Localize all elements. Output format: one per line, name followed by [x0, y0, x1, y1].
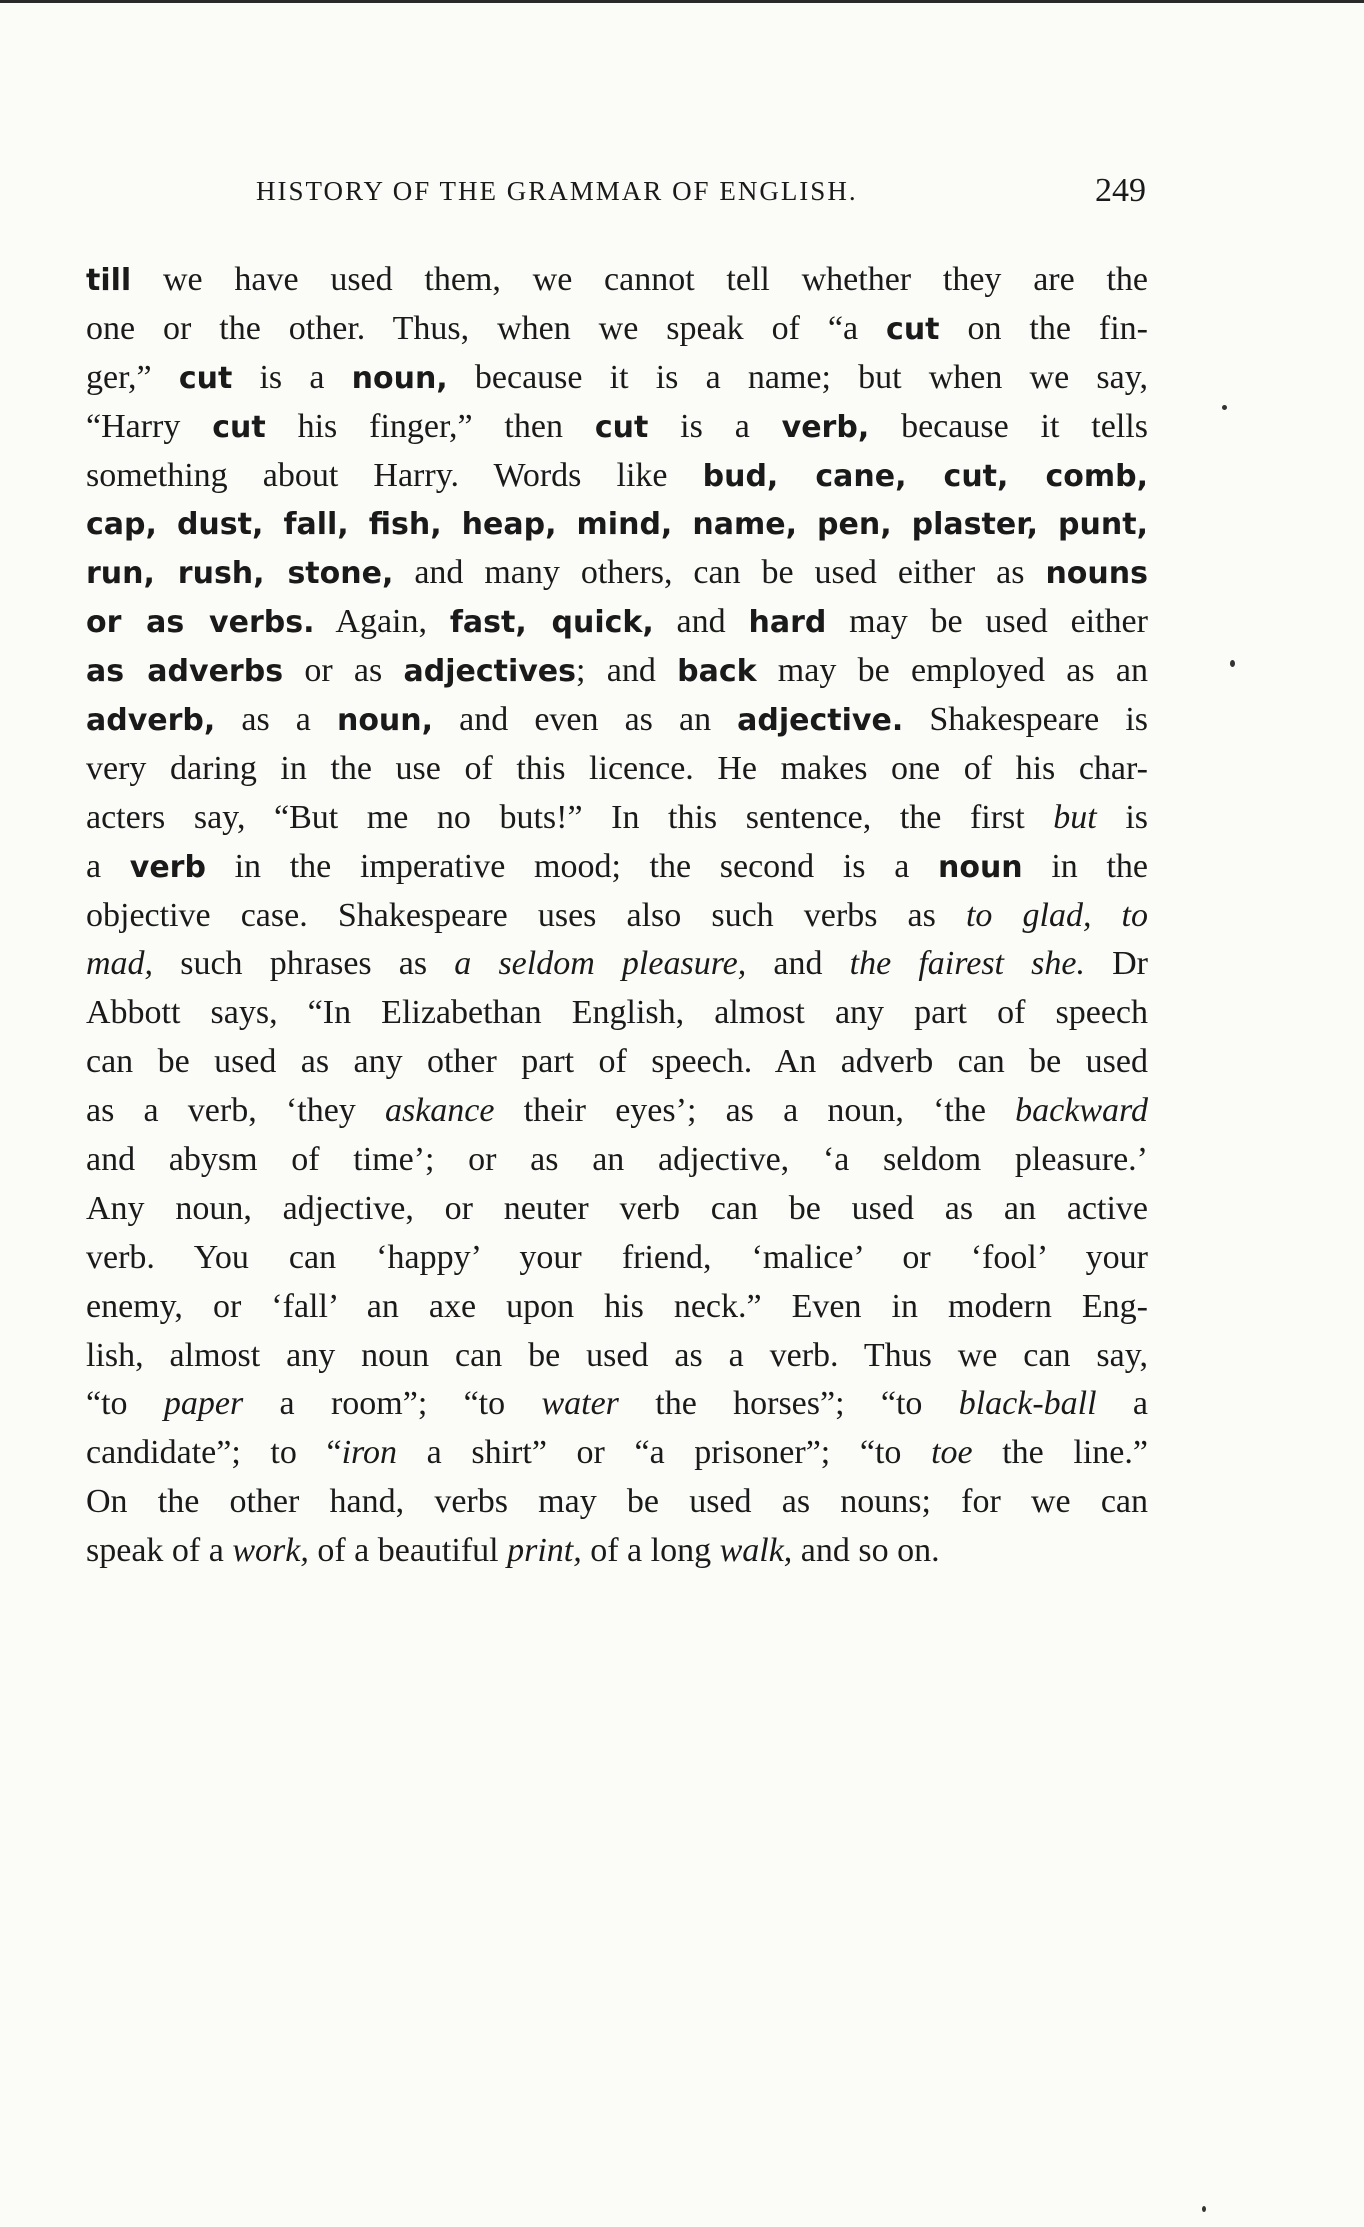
text-line [86, 500, 1148, 549]
text-run: and so on. [792, 1532, 940, 1570]
bold-term: or as verbs. [86, 605, 315, 641]
text-line [86, 794, 1148, 843]
text-run: and abysm of time’; or as an adjective, ‘a seldom pleasure.’ [86, 1141, 1148, 1179]
text-run: such phrases as [153, 945, 455, 983]
text-run: very daring in the use of this licence. He makes one of his char- [86, 749, 1148, 787]
italic-term: walk, [719, 1532, 793, 1570]
text-run: “Harry [86, 407, 213, 445]
text-line [86, 1332, 1148, 1381]
bold-term: hard [748, 605, 827, 641]
text-line [86, 598, 1148, 647]
text-run: Abbott says, “In Elizabethan English, almost any part of speech [86, 994, 1148, 1032]
bold-term: verb [129, 849, 206, 885]
bold-term: bud, cane, cut, comb, [702, 458, 1148, 494]
text-line [86, 1478, 1148, 1527]
text-line [86, 354, 1148, 403]
italic-term: water [541, 1385, 619, 1423]
text-run: speak of a [86, 1532, 233, 1570]
italic-term: askance [384, 1092, 495, 1130]
text-line [86, 256, 1148, 305]
text-run: of a beautiful [308, 1532, 508, 1570]
text-line [86, 745, 1148, 794]
text-run: as a verb, ‘they [86, 1092, 385, 1130]
text-run: can be used as any other part of speech. An adverb can be used [86, 1043, 1148, 1081]
text-run: because it tells [869, 407, 1148, 445]
text-run: “to [86, 1385, 164, 1423]
bold-term: adjective. [737, 703, 904, 739]
text-run: ger,” [86, 358, 179, 396]
scan-speck [1202, 2206, 1206, 2212]
bold-term: adverb, [86, 703, 216, 739]
text-run: and many others, can be used either as [393, 554, 1046, 592]
italic-term: work, [232, 1532, 309, 1570]
body-paragraph [86, 256, 1148, 1576]
bold-term: nouns [1045, 556, 1148, 592]
bold-term: till [86, 263, 132, 298]
text-run: Dr [1084, 945, 1148, 983]
text-run: candidate”; to “ [86, 1434, 342, 1472]
italic-term: a seldom pleasure, [454, 945, 747, 983]
text-run: and even as an [433, 701, 738, 739]
text-run: on the fin- [939, 309, 1148, 347]
text-run: the horses”; “to [618, 1385, 959, 1423]
text-run: ; and [576, 652, 678, 690]
text-run: a [1096, 1385, 1148, 1423]
bold-term: as adverbs [86, 654, 284, 690]
text-line [86, 1185, 1148, 1234]
text-line [86, 452, 1148, 501]
italic-term: iron [341, 1434, 398, 1472]
page-header [86, 172, 1146, 212]
text-line [86, 696, 1148, 745]
text-run: may be used either [826, 603, 1148, 641]
text-run: as a [215, 701, 337, 739]
text-run: enemy, or ‘fall’ an axe upon his neck.” Even in modern Eng- [86, 1287, 1148, 1325]
text-run: and [653, 603, 749, 641]
bold-term: verb, [781, 409, 870, 445]
bold-term: run, rush, stone, [86, 556, 394, 592]
text-run: objective case. Shakespeare uses also such verbs as [86, 896, 966, 934]
text-run: a shirt” or “a prisoner”; “to [397, 1434, 932, 1472]
text-run: their eyes’; as a noun, ‘the [494, 1092, 1016, 1130]
bold-term: back [677, 654, 757, 690]
text-line [86, 1527, 1148, 1576]
text-run: the line.” [972, 1434, 1148, 1472]
bold-term: noun [937, 849, 1023, 885]
text-line [86, 1087, 1148, 1136]
text-line [86, 403, 1148, 452]
text-run: lish, almost any noun can be used as a verb. Thus we can say, [86, 1336, 1148, 1374]
text-run: is a [232, 358, 352, 396]
italic-term: to glad, to [965, 896, 1148, 934]
text-run: verb. You can ‘happy’ your friend, ‘malice’ or ‘fool’ your [86, 1238, 1148, 1276]
text-run: is [1096, 798, 1148, 836]
italic-term: the fairest she. [849, 945, 1085, 983]
bold-term: noun, [351, 360, 448, 396]
text-line [86, 305, 1148, 354]
italic-term: mad, [86, 945, 154, 983]
bold-term: adjectives [403, 654, 577, 690]
italic-term: toe [931, 1434, 973, 1472]
text-line [86, 989, 1148, 1038]
text-run: a room”; “to [243, 1385, 542, 1423]
text-run: we have used them, we cannot tell whether they are the [131, 261, 1148, 298]
text-run: in the [1022, 847, 1149, 885]
text-line [86, 1429, 1148, 1478]
text-run: in the imperative mood; the second is a [205, 847, 938, 885]
text-line [86, 1038, 1148, 1087]
bold-term: fast, quick, [449, 605, 654, 641]
bold-term: noun, [336, 703, 434, 739]
italic-term: backward [1015, 1092, 1148, 1130]
text-run: his finger,” then [265, 407, 595, 445]
text-run: of a long [581, 1532, 720, 1570]
italic-term: but [1053, 798, 1097, 836]
text-line [86, 647, 1148, 696]
text-run: On the other hand, verbs may be used as nouns; for we can [86, 1483, 1148, 1521]
running-head: HISTORY OF THE GRAMMAR OF ENGLISH. [256, 176, 858, 206]
top-edge-rule [0, 0, 1364, 3]
scan-speck [1230, 660, 1235, 667]
italic-term: black-ball [958, 1385, 1097, 1423]
text-line [86, 1234, 1148, 1283]
text-run: because it is a name; but when we say, [447, 358, 1148, 396]
text-run: is a [648, 407, 782, 445]
text-line [86, 892, 1148, 941]
bold-term: cut [178, 360, 233, 396]
text-line [86, 843, 1148, 892]
page-number: 249 [1095, 172, 1146, 209]
text-line [86, 1283, 1148, 1332]
text-line [86, 940, 1148, 989]
text-run: may be employed as an [756, 652, 1148, 690]
text-run: Any noun, adjective, or neuter verb can be used as an active [86, 1189, 1148, 1227]
text-run: Again, [314, 603, 450, 641]
text-run: Shakespeare is [903, 701, 1148, 739]
scan-speck [1222, 405, 1227, 410]
text-run: a [86, 847, 130, 885]
text-line [86, 1136, 1148, 1185]
text-run: one or the other. Thus, when we speak of “a [86, 309, 887, 347]
bold-term: cut [886, 311, 940, 347]
italic-term: print, [507, 1532, 582, 1570]
text-run: something about Harry. Words like [86, 456, 703, 494]
bold-term: cut [212, 409, 266, 445]
bold-term: cap, dust, fall, fish, heap, mind, name, pen, plaster, punt, [86, 507, 1148, 543]
italic-term: paper [163, 1385, 244, 1423]
text-run: acters say, “But me no buts!” In this sentence, the first [86, 798, 1054, 836]
text-line [86, 549, 1148, 598]
text-run: or as [283, 652, 404, 690]
bold-term: cut [594, 409, 649, 445]
text-run: and [746, 945, 850, 983]
text-line [86, 1380, 1148, 1429]
